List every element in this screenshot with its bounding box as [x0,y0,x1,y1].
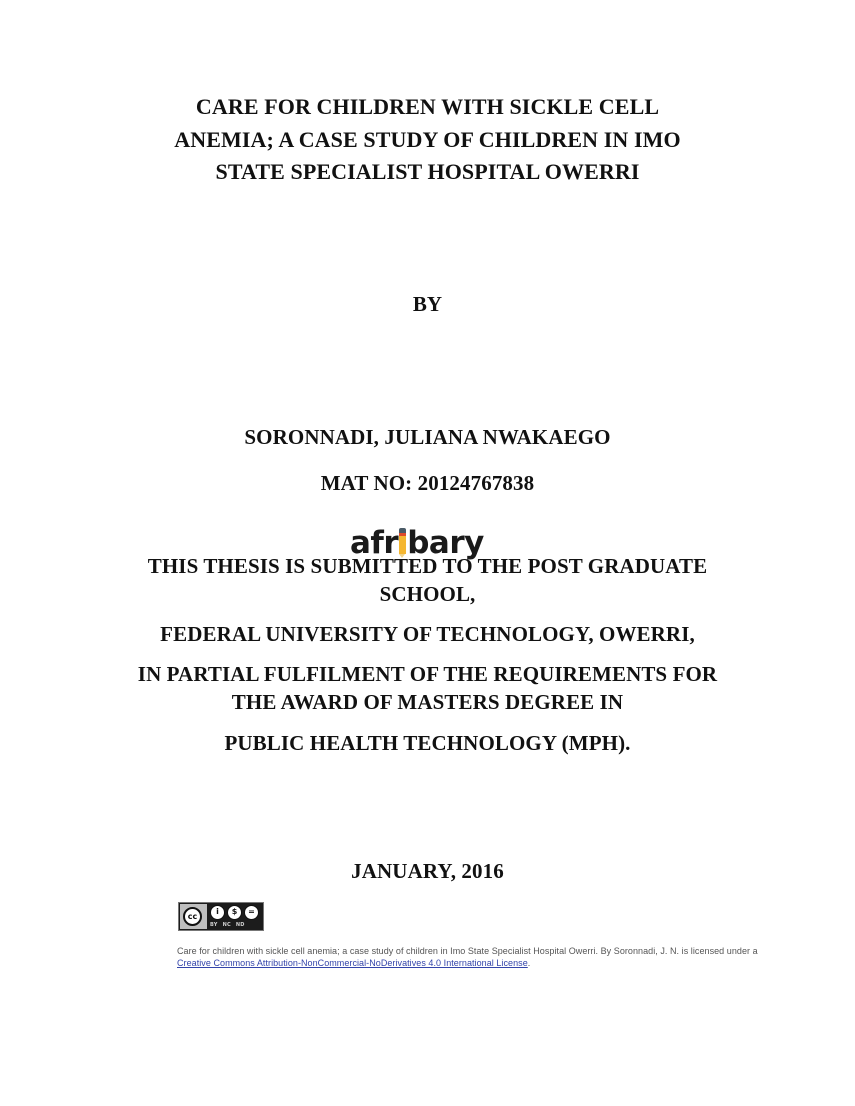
noncommercial-icon: $ [227,905,242,920]
author-name: SORONNADI, JULIANA NWAKAEGO [244,425,611,449]
title-line-1: CARE FOR CHILDREN WITH SICKLE CELL [195,94,660,119]
submission-line-2: SCHOOL, [379,582,476,606]
watermark-text-start: afr [350,525,399,561]
nc-label: NC [222,922,231,928]
title-line-3: STATE SPECIALIST HOSPITAL OWERRI [215,159,640,184]
license-link[interactable]: Creative Commons Attribution-NonCommercial-NoDerivatives 4.0 International License [177,958,528,968]
by-label: BY [210,922,218,928]
mat-number: MAT NO: 20124767838 [320,471,535,495]
license-note [177,945,777,969]
license-note-end: . [527,958,531,968]
university-line: FEDERAL UNIVERSITY OF TECHNOLOGY, OWERRI, [160,622,695,646]
nd-label: ND [235,922,245,928]
afribary-watermark [350,525,484,561]
cc-icon: cc [183,907,202,926]
submission-line-1: THIS THESIS IS SUBMITTED TO THE POST GRADUATE [147,554,708,578]
creative-commons-badge[interactable] [178,902,264,931]
program-line: PUBLIC HEALTH TECHNOLOGY (MPH). [224,731,631,755]
noderivatives-icon: = [244,905,259,920]
by-label: BY [412,292,443,316]
fulfilment-line-1: IN PARTIAL FULFILMENT OF THE REQUIREMENTS FOR [137,662,718,686]
pencil-icon [399,528,406,558]
attribution-icon: i [210,905,225,920]
fulfilment-line-2: THE AWARD OF MASTERS DEGREE IN [231,690,624,714]
submission-date: JANUARY, 2016 [351,859,504,883]
title-line-2: ANEMIA; A CASE STUDY OF CHILDREN IN IMO [174,127,681,152]
watermark-text-end: bary [407,525,484,561]
license-note-text: Care for children with sickle cell anemia; a case study of children in Imo State Specialist Hospital Owerri. By Soronnadi, J. N. is licensed under a [177,946,758,956]
